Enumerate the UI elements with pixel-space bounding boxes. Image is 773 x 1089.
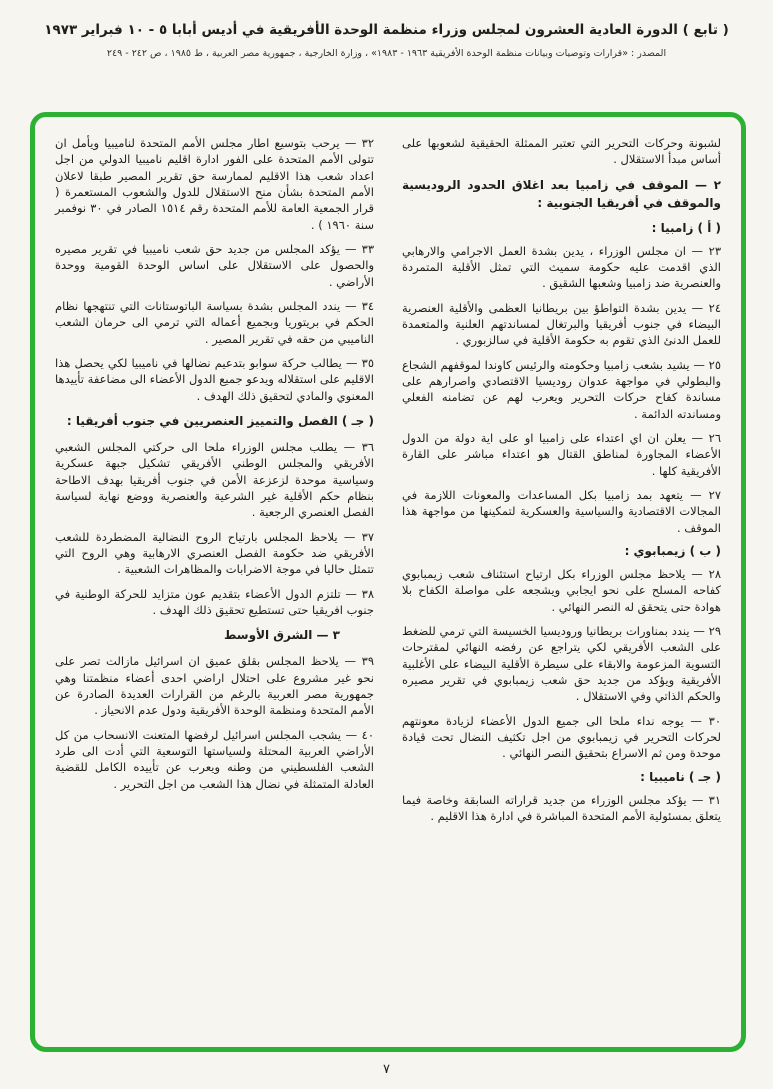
paragraph-item-40: ٤٠ — يشجب المجلس اسرائيل لرفضها المتعنت الانسحاب من كل الأراضي العربية المحتلة ولسياستها التوسعية التي أدت الى طرد الشعب الفلسطيني من وطنه ويعرب عن تأييده الكامل للقضية العادلة المتمثلة في نضال هذا الشعب من اجل التحرير . [55, 727, 374, 791]
paragraph-item-39: ٣٩ — يلاحظ المجلس بقلق عميق ان اسرائيل مازالت تصر على نحو غير مشروع على احتلال اراضي احدى أعضاء منظمتنا وهي جمهورية مصر العربية بالرغم من القرارات العديدة الصادرة عن الأمم المتحدة ومنظمة الوحدة الأفريقية ودول عدم الانحياز . [55, 654, 374, 718]
paragraph-item-25: ٢٥ — يشيد بشعب زامبيا وحكومته والرئيس كاوندا لموقفهم الشجاع والبطولي في مواجهة عدوان روديسيا الاقتصادي واصرارهم على مساندة كفاح حركات التحرير ويعرب لهم عن تضامنه الفعلي ومساندته الدائمة . [402, 357, 721, 421]
section-heading-middle-east: ٣ — الشرق الأوسط [223, 628, 340, 643]
paragraph-item-37: ٣٧ — يلاحظ المجلس بارتياح الروح النضالية المضطردة للشعب الأفريقي ضد حكومة الفصل العنصري الارهابية وهي الروح التي تتمثل حاليا في موجة الاضرابات والمظاهرات الشعبية . [55, 529, 374, 577]
paragraph-item-29: ٢٩ — يندد بمناورات بريطانيا وروديسيا الخسيسة التي ترمي للضغط على الشعب الأفريقي لكي يتراجع عن رفضه النهائي لمقترحات التسوية المزعومة والابقاء على سيطرة الأقلية البيضاء على الأغلبية الأفريقية ويؤكد من جديد حق شعب زيمبابوي في تقرير مصيره والحكم الذاتي وفي الاستقلال . [402, 623, 721, 704]
document-title: ( تابع ) الدورة العادية العشرون لمجلس وزراء منظمة الوحدة الأفريقية في أديس أبابا ٥ - ١٠ فبراير ١٩٧٣ [44, 22, 729, 38]
paragraph-item-35: ٣٥ — يطالب حركة سوابو بتدعيم نضالها في ناميبيا لكي يحصل هذا الاقليم على استقلاله ويدعو جميع الدول الأعضاء الى مضاعفة تأييدها المعنوي والمادي لتحقيق ذلك الهدف . [55, 355, 374, 403]
paragraph-item-27: ٢٧ — يتعهد بمد زامبيا بكل المساعدات والمعونات اللازمة في المجالات الاقتصادية والسياسية والعسكرية لتمكينها من مواجهة هذا الموقف . [402, 487, 721, 535]
paragraph-item-31: ٣١ — يؤكد مجلس الوزراء من جديد قراراته السابقة وخاصة فيما يتعلق بمسئولية الأمم المتحدة المباشرة في ادارة هذا الاقليم . [402, 792, 721, 823]
subsection-heading-zambia: ( أ ) زامبيا : [651, 220, 721, 235]
paragraph-item-34: ٣٤ — يندد المجلس بشدة بسياسة الباتوستانات التي تنتهجها نظام الحكم في بريتوريا وبجميع أعماله التي ترمي الى حرمان الشعب الناميبي من حقه في تقرير المصير . [55, 298, 374, 346]
paragraph-item-24: ٢٤ — يدين بشدة التواطؤ بين بريطانيا العظمى والأقلية العنصرية البيضاء في جنوب أفريقيا والبرتغال لمساندتهم العلنية والمتعمدة للعمل الدنئ الذي تقوم به حكومة الأقلية في سالزبوري . [402, 300, 721, 348]
paragraph-continuation: لشبونة وحركات التحرير التي تعتبر الممثلة الحقيقية لشعوبها على أساس مبدأ الاستقلال . [402, 136, 721, 167]
paragraph-item-32: ٣٢ — يرحب بتوسيع اطار مجلس الأمم المتحدة لناميبيا ويأمل ان تتولى الأمم المتحدة على الفور ادارة اقليم ناميبيا الدولي من اجل اعداد شعب هذا الاقليم لممارسة حق تقرير المصير طبقا لاعلان الأمم المتحدة بشأن منح الاستقلال للدول والشعوب المستعمرة ( قرار الجمعية العامة للأمم المتحدة رقم ١٥١٤ الصادر في ٣٠ نوفمبر سنة ١٩٦٠ ) . [55, 136, 374, 232]
paragraph-item-28: ٢٨ — يلاحظ مجلس الوزراء بكل ارتياح استئناف شعب زيمبابوي كفاحه المسلح على نحو ايجابي ويشجعه على مواصلة الكفاح بلا هوادة حتى يتحقق له النصر النهائي . [402, 566, 721, 614]
section-heading-apartheid: ( جـ ) الفصل والتمييز العنصريين في جنوب أفريقيا : [66, 413, 374, 428]
page-number: ٧ [383, 1062, 390, 1077]
page-footer [0, 1062, 773, 1077]
paragraph-item-38: ٣٨ — تلتزم الدول الأعضاء بتقديم عون متزايد للحركة الوطنية في جنوب افريقيا حتى تستطيع تحقيق ذلك الهدف . [55, 586, 374, 617]
section-heading-zambia-rhodesia: ٢ — الموقف في زامبيا بعد اغلاق الحدود الروديسية والموقف في أفريقيا الجنوبية : [402, 177, 721, 210]
paragraph-item-33: ٣٣ — يؤكد المجلس من جديد حق شعب ناميبيا في تقرير مصيره والحصول على الاستقلال على اساس الوحدة القومية ووحدة الأراضي . [55, 241, 374, 289]
subsection-heading-namibia: ( جـ ) ناميبيا : [640, 769, 721, 784]
column-left [55, 135, 374, 1033]
document-source-line: المصدر : «قرارات وتوصيات وبيانات منظمة الوحدة الأفريقية ١٩٦٣ - ١٩٨٣» ، وزارة الخارجية ، جمهورية مصر العربية ، ط ١٩٨٥ ، ص ٢٤٢ - ٢٤٩ [106, 48, 667, 59]
subsection-heading-zimbabwe: ( ب ) زيمبابوي : [624, 543, 721, 558]
column-right [402, 135, 721, 1033]
paragraph-item-26: ٢٦ — يعلن ان اي اعتداء على زامبيا او على اية دولة من الدول الأعضاء المجاورة لمناطق القتال هو اعتداء مباشر على القارة الأفريقية كلها . [402, 430, 721, 478]
page-header [0, 0, 773, 59]
two-column-layout [55, 135, 721, 1033]
green-frame [30, 112, 746, 1052]
paragraph-item-36: ٣٦ — يطلب مجلس الوزراء ملحا الى حركتي المجلس الشعبي الأفريقي والمجلس الوطني الأفريقي تشكيل جبهة عسكرية وسياسية موحدة لزعزعة الأمن في جنوب أفريقيا بهدف الاطاحة بنظام حكم الأقلية غير الشرعية والعنصرية ووضع نهاية لسياسة الفصل العنصري الرجعية . [55, 439, 374, 520]
paragraph-item-23: ٢٣ — ان مجلس الوزراء ، يدين بشدة العمل الاجرامي والارهابي الذي اقدمت عليه حكومة سميث التي تمثل الأقلية المتمردة والعنصرية ضد زامبيا وشعبها الشقيق . [402, 243, 721, 291]
paragraph-item-30: ٣٠ — يوجه نداء ملحا الى جميع الدول الأعضاء لزيادة معونتهم لحركات التحرير في زيمبابوي من اجل تكثيف النضال تحت قيادة موحدة ومن ثم الاسراع بتحقيق النصر النهائي . [402, 713, 721, 761]
